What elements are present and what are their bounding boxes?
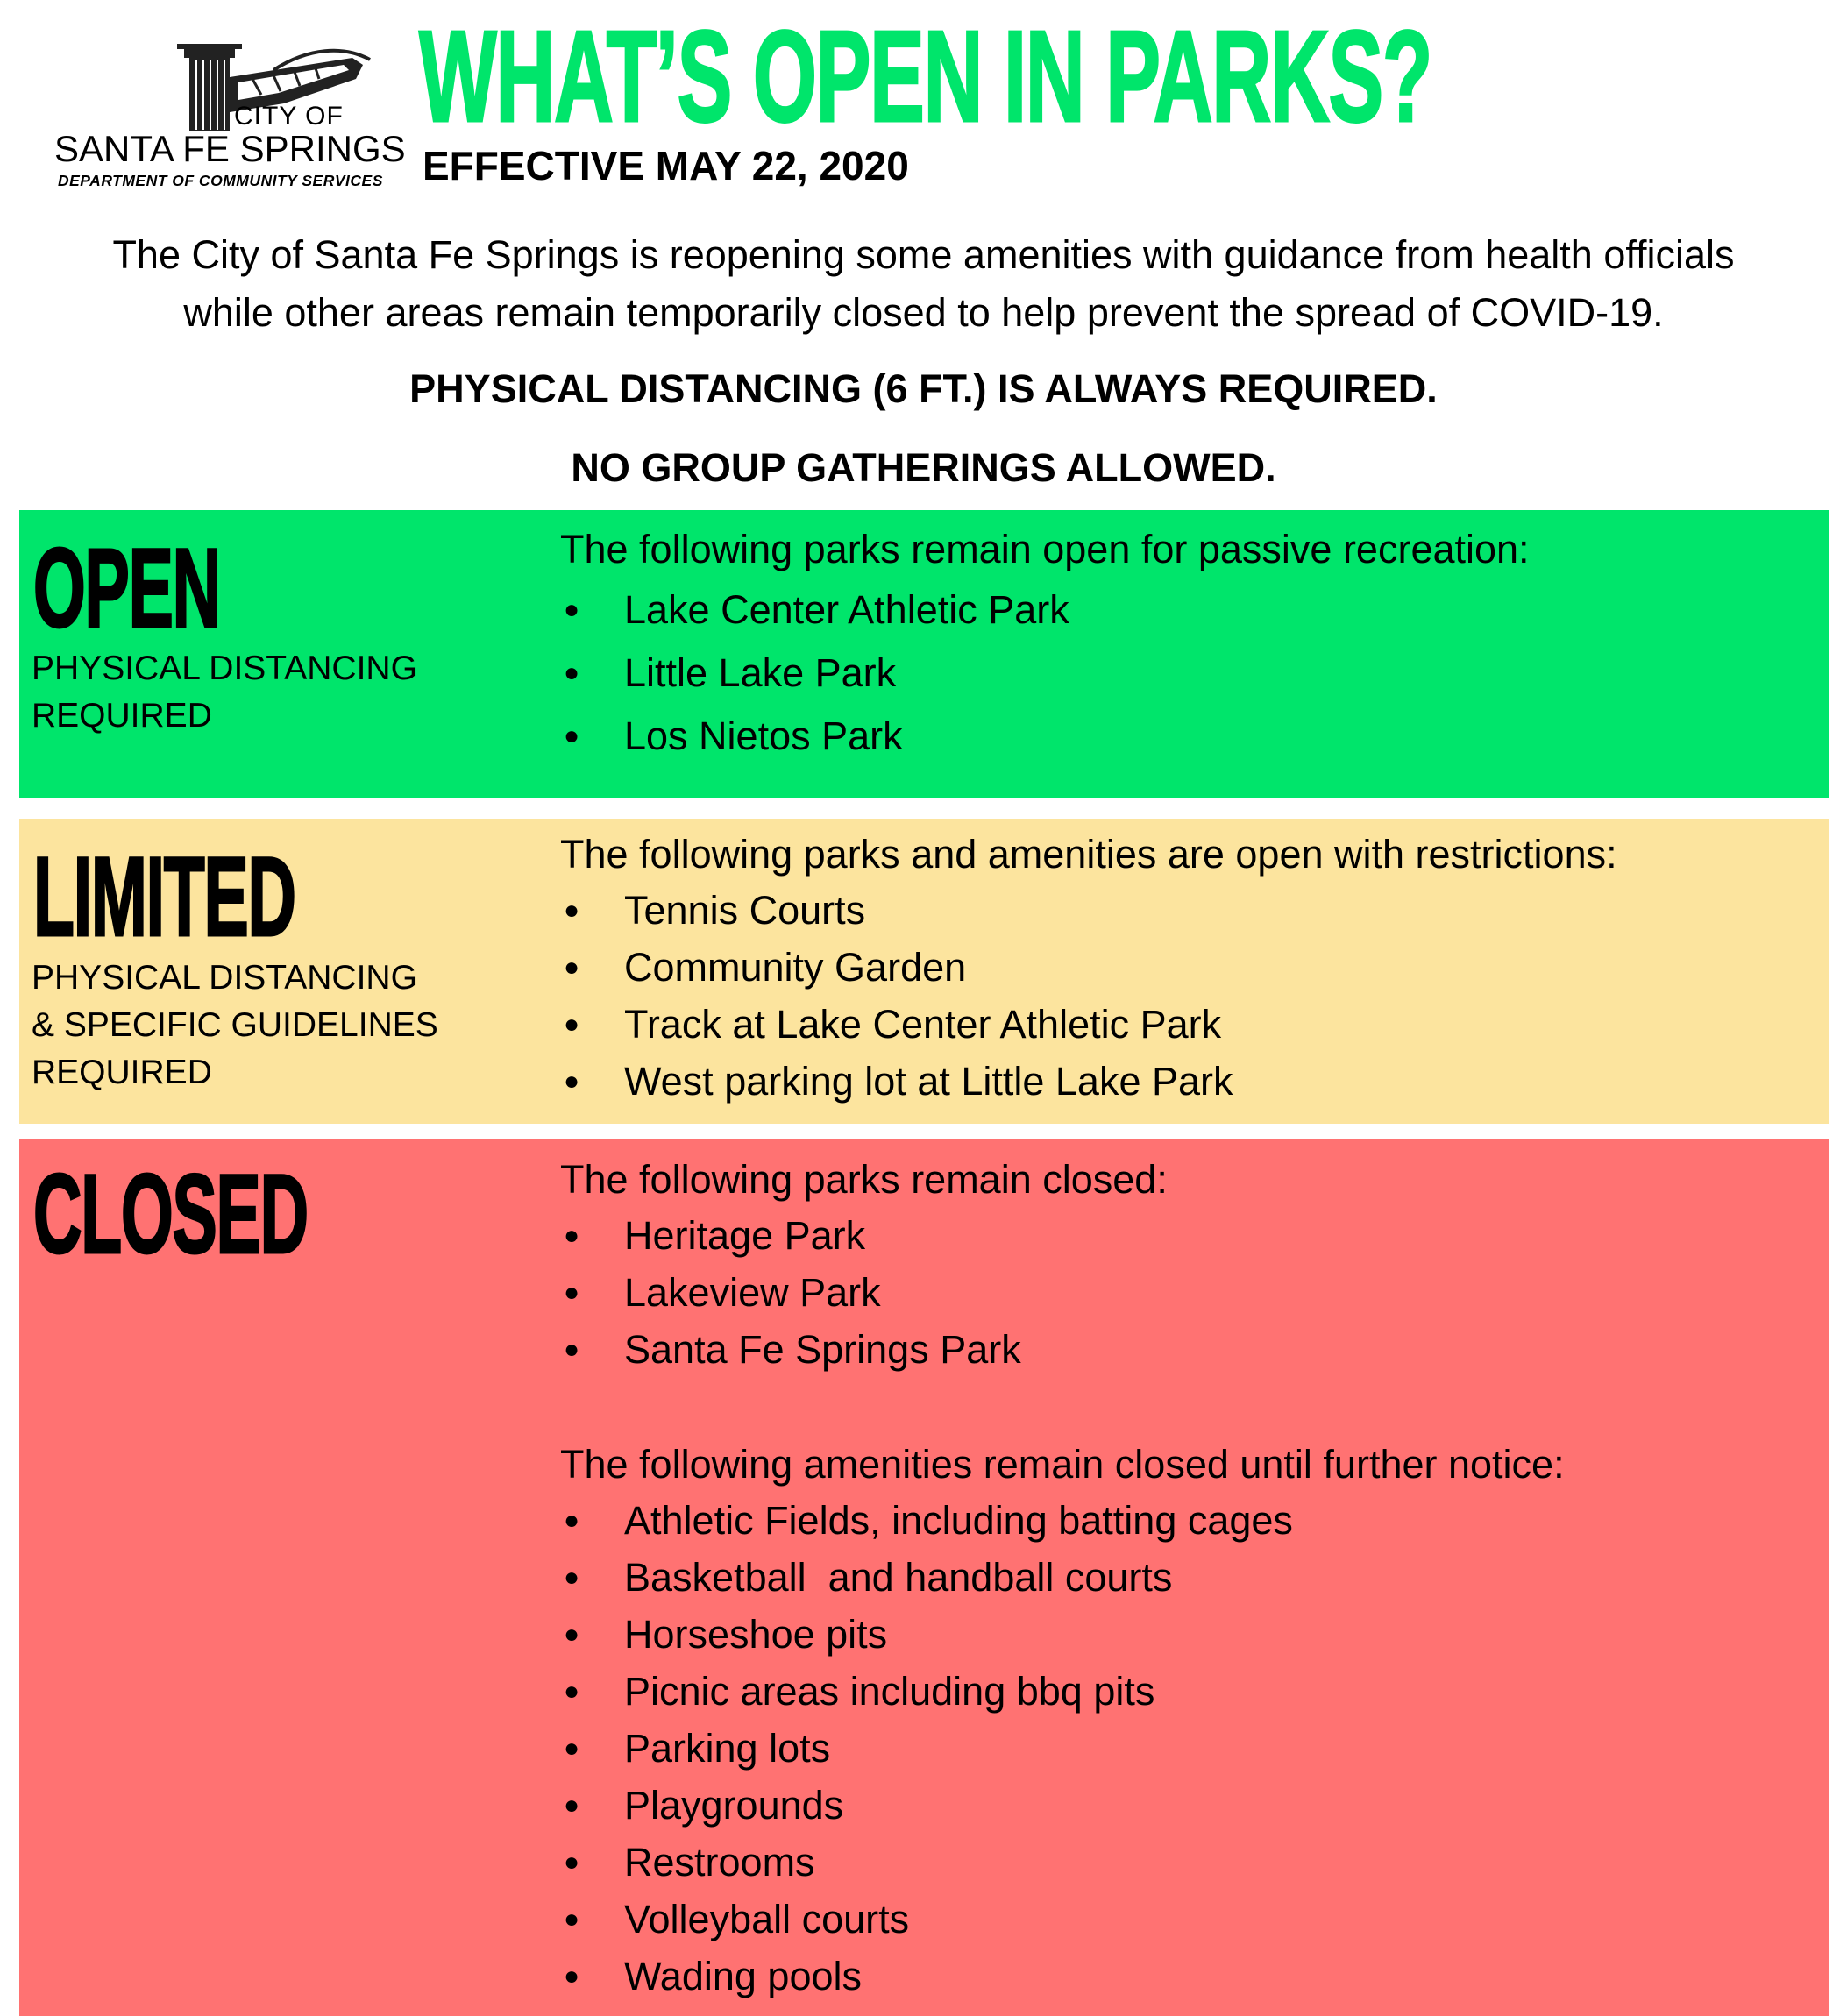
open-status-subtitle [32, 645, 522, 740]
subtitle-line: PHYSICAL DISTANCING [32, 959, 417, 997]
list-item [560, 1663, 1822, 1720]
list-item [560, 1264, 1822, 1321]
list-item-label: Tennis Courts [624, 888, 866, 933]
open-parks-list [560, 579, 1822, 768]
list-item-label: Community Garden [624, 945, 967, 990]
logo-city-name: SANTA FE SPRINGS [54, 128, 406, 169]
list-item-label: West parking lot at Little Lake Park [624, 1059, 1233, 1104]
limited-status-title: LIMITED [33, 834, 295, 960]
city-hall-logo-icon [54, 39, 396, 135]
bullet-icon: ● [564, 1335, 580, 1364]
closed-section [19, 1139, 1829, 2016]
logo-department: DEPARTMENT OF COMMUNITY SERVICES [58, 172, 383, 189]
open-status-title: OPEN [33, 526, 220, 651]
bullet-icon: ● [564, 953, 580, 982]
limited-amenities-list [560, 882, 1822, 1110]
list-item [560, 996, 1822, 1053]
closed-status-title: CLOSED [33, 1152, 308, 1277]
list-item [560, 1891, 1822, 1948]
list-item-label: Lake Center Athletic Park [624, 587, 1069, 632]
list-item [560, 1777, 1822, 1834]
list-item-label: Playgrounds [624, 1783, 844, 1828]
city-logo [54, 39, 406, 196]
list-item [560, 1549, 1822, 1606]
limited-section [19, 819, 1829, 1124]
distancing-notice: PHYSICAL DISTANCING (6 FT.) IS ALWAYS REQUIRED. [409, 366, 1438, 411]
list-item [560, 1492, 1822, 1549]
bullet-icon: ● [564, 595, 580, 624]
list-item-label: Restrooms [624, 1840, 815, 1885]
list-item-label: Santa Fe Springs Park [624, 1327, 1021, 1372]
list-item-label: Wading pools [624, 1954, 862, 1998]
subtitle-line: REQUIRED [32, 1054, 212, 1091]
bullet-icon: ● [564, 1620, 580, 1649]
bullet-icon: ● [564, 1905, 580, 1934]
list-item-label: Lakeview Park [624, 1270, 881, 1315]
list-item-label: Picnic areas including bbq pits [624, 1669, 1155, 1714]
gatherings-notice: NO GROUP GATHERINGS ALLOWED. [571, 445, 1276, 490]
list-item-label: Horseshoe pits [624, 1612, 888, 1657]
list-item-label: Parking lots [624, 1726, 831, 1771]
bullet-icon: ● [564, 721, 580, 750]
list-item [560, 1207, 1822, 1264]
list-item [560, 1834, 1822, 1891]
intro-line-2: while other areas remain temporarily closed to help prevent the spread of COVID-19. [183, 290, 1664, 335]
subtitle-line: PHYSICAL DISTANCING [32, 650, 417, 687]
limited-list-intro: The following parks and amenities are open with restrictions: [560, 832, 1617, 877]
list-item-label: Track at Lake Center Athletic Park [624, 1002, 1222, 1047]
list-item [560, 1948, 1822, 2005]
bullet-icon: ● [564, 1506, 580, 1535]
list-item-label: Volleyball courts [624, 1897, 910, 1941]
limited-list-column [560, 827, 1822, 1110]
list-item [560, 882, 1822, 939]
bullet-icon: ● [564, 1962, 580, 1991]
bullet-icon: ● [564, 1221, 580, 1250]
bullet-icon: ● [564, 1563, 580, 1592]
list-item [560, 579, 1822, 642]
closed-list-column [560, 1152, 1822, 2005]
bullet-icon: ● [564, 1848, 580, 1877]
page-title: WHAT’S OPEN IN PARKS? [419, 4, 1432, 149]
bullet-icon: ● [564, 1677, 580, 1706]
closed-amenities-list [560, 1492, 1822, 2005]
bullet-icon: ● [564, 896, 580, 925]
bullet-icon: ● [564, 1791, 580, 1820]
limited-status-subtitle [32, 955, 522, 1097]
intro-paragraph [0, 226, 1847, 342]
list-item [560, 939, 1822, 996]
effective-date: EFFECTIVE MAY 22, 2020 [423, 143, 909, 188]
list-item [560, 1321, 1822, 1378]
subtitle-line: & SPECIFIC GUIDELINES [32, 1006, 438, 1044]
open-list-column [560, 521, 1822, 768]
closed-parks-intro: The following parks remain closed: [560, 1157, 1168, 1202]
page-header [0, 0, 1847, 219]
bullet-icon: ● [564, 1734, 580, 1763]
intro-line-1: The City of Santa Fe Springs is reopening some amenities with guidance from health officials [112, 232, 1735, 277]
list-item [560, 1606, 1822, 1663]
list-item-label: Little Lake Park [624, 650, 897, 695]
open-section [19, 510, 1829, 798]
spacer [560, 1378, 1822, 1437]
closed-parks-list [560, 1207, 1822, 1378]
list-item [560, 1720, 1822, 1777]
list-item-label: Los Nietos Park [624, 713, 903, 758]
list-item [560, 1053, 1822, 1110]
list-item-label: Basketball and handball courts [624, 1555, 1173, 1600]
open-list-intro: The following parks remain open for passive recreation: [560, 527, 1530, 571]
bullet-icon: ● [564, 1010, 580, 1039]
closed-amenities-intro: The following amenities remain closed until further notice: [560, 1442, 1565, 1487]
bullet-icon: ● [564, 1278, 580, 1307]
list-item [560, 642, 1822, 705]
bullet-icon: ● [564, 1067, 580, 1096]
bullet-icon: ● [564, 658, 580, 687]
subtitle-line: REQUIRED [32, 697, 212, 735]
list-item-label: Heritage Park [624, 1213, 866, 1258]
list-item-label: Athletic Fields, including batting cages [624, 1498, 1293, 1543]
list-item [560, 705, 1822, 768]
logo-city-of: CITY OF [234, 102, 344, 131]
